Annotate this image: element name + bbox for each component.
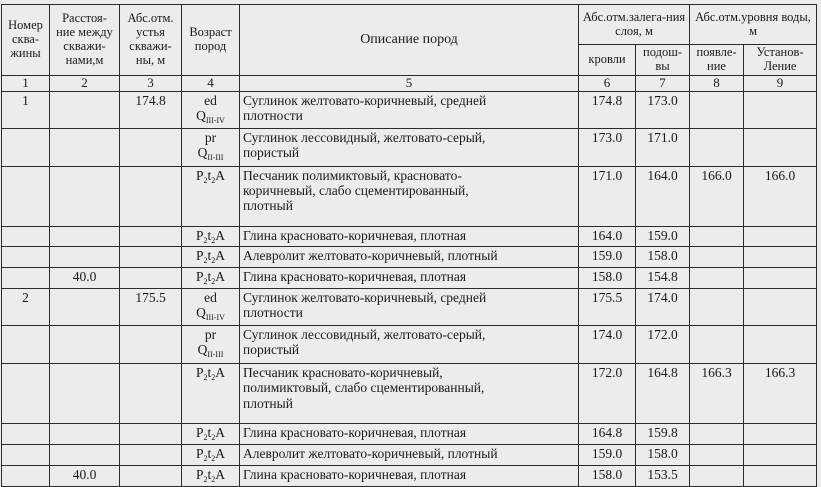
header-rock-age: Возраст пород: [182, 5, 240, 76]
mouth-elevation-cell: [120, 364, 182, 424]
header-steady: Установ-Ление: [744, 45, 817, 76]
layer-top-cell: 159.0: [579, 445, 636, 466]
water-steady-cell: [744, 91, 817, 128]
table-row: [2, 268, 817, 289]
water-steady-cell: 166.0: [744, 166, 817, 226]
description-line: полимиктовый, слабо сцементированный,: [243, 380, 485, 396]
well-number-cell: [2, 226, 50, 247]
water-appearance-cell: [690, 326, 744, 364]
description-line: плотный: [243, 197, 293, 213]
column-number: 3: [120, 75, 182, 91]
rock-age-cell: $P_2t_2A$: [182, 364, 240, 424]
well-number-cell: [2, 268, 50, 289]
well-number-cell: [2, 247, 50, 268]
layer-top-cell: 164.0: [579, 226, 636, 247]
table-body: [2, 91, 817, 487]
table-row: [2, 289, 817, 326]
mouth-elevation-cell: 175.5: [120, 289, 182, 326]
layer-top-cell: 175.5: [579, 289, 636, 326]
well-number-cell: [2, 326, 50, 364]
distance-cell: [50, 226, 120, 247]
water-appearance-cell: [690, 128, 744, 166]
distance-cell: [50, 326, 120, 364]
layer-bottom-cell: 159.0: [636, 226, 690, 247]
table-row: [2, 247, 817, 268]
layer-bottom-cell: 164.0: [636, 166, 690, 226]
layer-bottom-cell: 164.8: [636, 364, 690, 424]
layer-top-cell: 164.8: [579, 424, 636, 445]
distance-cell: [50, 128, 120, 166]
water-steady-cell: [744, 326, 817, 364]
column-number: 5: [240, 75, 579, 91]
table-row: [2, 166, 817, 226]
distance-cell: [50, 247, 120, 268]
water-steady-cell: 166.3: [744, 364, 817, 424]
header-distance: Расстоя-ние между скважи-нами,м: [50, 5, 120, 76]
description-line: плотности: [243, 107, 303, 123]
header-rock-description: Описание пород: [240, 5, 579, 76]
description-line: Глина красновато-коричневая, плотная: [243, 425, 467, 441]
layer-bottom-cell: 158.0: [636, 445, 690, 466]
distance-cell: [50, 445, 120, 466]
table-row: [2, 364, 817, 424]
layer-bottom-cell: 158.0: [636, 247, 690, 268]
rock-description-cell: [240, 166, 579, 226]
distance-cell: [50, 364, 120, 424]
rock-description-cell: [240, 445, 579, 466]
mouth-elevation-cell: [120, 424, 182, 445]
layer-bottom-cell: 173.0: [636, 91, 690, 128]
water-appearance-cell: [690, 289, 744, 326]
description-line: плотный: [243, 395, 293, 411]
water-appearance-cell: [690, 226, 744, 247]
table-row: [2, 91, 817, 128]
header-water-level-group: Абс.отм.уровня воды, м: [690, 5, 817, 45]
layer-top-cell: 174.8: [579, 91, 636, 128]
rock-description-cell: [240, 424, 579, 445]
water-steady-cell: [744, 289, 817, 326]
rock-description-cell: [240, 91, 579, 128]
distance-cell: 40.0: [50, 268, 120, 289]
description-line: Глина красновато-коричневая, плотная: [243, 227, 467, 243]
water-appearance-cell: 166.0: [690, 166, 744, 226]
table-row: [2, 424, 817, 445]
layer-top-cell: 159.0: [579, 247, 636, 268]
layer-bottom-cell: 174.0: [636, 289, 690, 326]
rock-age-cell: pr $Q_{II-III}$: [182, 326, 240, 364]
layer-top-cell: 171.0: [579, 166, 636, 226]
description-line: Суглинок лессовидный, желтовато-серый,: [243, 327, 486, 343]
description-line: Суглинок желтовато-коричневый, средней: [243, 92, 487, 108]
rock-description-cell: [240, 289, 579, 326]
water-appearance-cell: [690, 445, 744, 466]
description-line: Суглинок желтовато-коричневый, средней: [243, 290, 487, 306]
column-number-row: [2, 75, 817, 91]
layer-top-cell: 158.0: [579, 268, 636, 289]
description-line: Алевролит желтовато-коричневый, плотный: [243, 248, 498, 264]
description-line: пористый: [243, 342, 300, 358]
header-mouth-elevation: Абс.отм. устья скважи-ны, м: [120, 5, 182, 76]
well-number-cell: 2: [2, 289, 50, 326]
description-line: Глина красновато-коричневая, плотная: [243, 269, 467, 285]
water-appearance-cell: [690, 91, 744, 128]
rock-age-cell: $P_2t_2A$: [182, 226, 240, 247]
header-bottom: подош-вы: [636, 45, 690, 76]
column-number: 9: [744, 75, 817, 91]
layer-bottom-cell: 171.0: [636, 128, 690, 166]
description-line: Глина красновато-коричневая, плотная: [243, 467, 467, 483]
header-layer-elevation-group: Абс.отм.залега-ния слоя, м: [579, 5, 690, 45]
description-line: Алевролит желтовато-коричневый, плотный: [243, 446, 498, 462]
well-number-cell: [2, 364, 50, 424]
water-steady-cell: [744, 128, 817, 166]
layer-top-cell: 174.0: [579, 326, 636, 364]
mouth-elevation-cell: [120, 445, 182, 466]
layer-top-cell: 158.0: [579, 466, 636, 487]
rock-description-cell: [240, 247, 579, 268]
rock-age-cell: $P_2t_2A$: [182, 166, 240, 226]
mouth-elevation-cell: [120, 226, 182, 247]
well-number-cell: [2, 445, 50, 466]
description-line: Суглинок лессовидный, желтовато-серый,: [243, 129, 486, 145]
water-steady-cell: [744, 268, 817, 289]
borehole-log-table: [1, 4, 817, 487]
water-steady-cell: [744, 226, 817, 247]
layer-bottom-cell: 172.0: [636, 326, 690, 364]
layer-bottom-cell: 153.5: [636, 466, 690, 487]
well-number-cell: [2, 166, 50, 226]
well-number-cell: 1: [2, 91, 50, 128]
well-number-cell: [2, 128, 50, 166]
rock-description-cell: [240, 268, 579, 289]
header-appearance: появле-ние: [690, 45, 744, 76]
layer-bottom-cell: 159.8: [636, 424, 690, 445]
layer-top-cell: 172.0: [579, 364, 636, 424]
rock-age-cell: $P_2t_2A$: [182, 424, 240, 445]
mouth-elevation-cell: [120, 247, 182, 268]
table-row: [2, 128, 817, 166]
rock-age-cell: ed $Q_{III-IV}$: [182, 289, 240, 326]
rock-description-cell: [240, 226, 579, 247]
column-number: 2: [50, 75, 120, 91]
rock-age-cell: $P_2t_2A$: [182, 445, 240, 466]
distance-cell: [50, 91, 120, 128]
mouth-elevation-cell: 174.8: [120, 91, 182, 128]
column-number: 4: [182, 75, 240, 91]
description-line: коричневый, слабо сцементированный,: [243, 182, 469, 198]
water-appearance-cell: [690, 268, 744, 289]
table-row: [2, 445, 817, 466]
rock-age-cell: $P_2t_2A$: [182, 268, 240, 289]
distance-cell: [50, 289, 120, 326]
rock-age-cell: $P_2t_2A$: [182, 466, 240, 487]
rock-age-cell: ed $Q_{III-IV}$: [182, 91, 240, 128]
water-appearance-cell: [690, 424, 744, 445]
water-steady-cell: [744, 424, 817, 445]
mouth-elevation-cell: [120, 166, 182, 226]
column-number: 6: [579, 75, 636, 91]
layer-bottom-cell: 154.8: [636, 268, 690, 289]
mouth-elevation-cell: [120, 268, 182, 289]
description-line: пористый: [243, 144, 300, 160]
description-line: плотности: [243, 305, 303, 321]
water-steady-cell: [744, 445, 817, 466]
distance-cell: 40.0: [50, 466, 120, 487]
table-row: [2, 326, 817, 364]
header-well-number: Номер сква-жины: [2, 5, 50, 76]
rock-description-cell: [240, 326, 579, 364]
water-steady-cell: [744, 247, 817, 268]
column-number: 8: [690, 75, 744, 91]
rock-description-cell: [240, 128, 579, 166]
rock-age-cell: pr $Q_{II-III}$: [182, 128, 240, 166]
description-line: Песчаник полимиктовый, красновато-: [243, 167, 462, 183]
mouth-elevation-cell: [120, 326, 182, 364]
rock-description-cell: [240, 364, 579, 424]
well-number-cell: [2, 424, 50, 445]
table-row: [2, 226, 817, 247]
column-number: 1: [2, 75, 50, 91]
description-line: Песчаник красновато-коричневый,: [243, 365, 443, 381]
rock-age-cell: $P_2t_2A$: [182, 247, 240, 268]
distance-cell: [50, 166, 120, 226]
layer-top-cell: 173.0: [579, 128, 636, 166]
mouth-elevation-cell: [120, 128, 182, 166]
distance-cell: [50, 424, 120, 445]
water-appearance-cell: [690, 247, 744, 268]
column-number: 7: [636, 75, 690, 91]
water-appearance-cell: 166.3: [690, 364, 744, 424]
header-top: кровли: [579, 45, 636, 76]
